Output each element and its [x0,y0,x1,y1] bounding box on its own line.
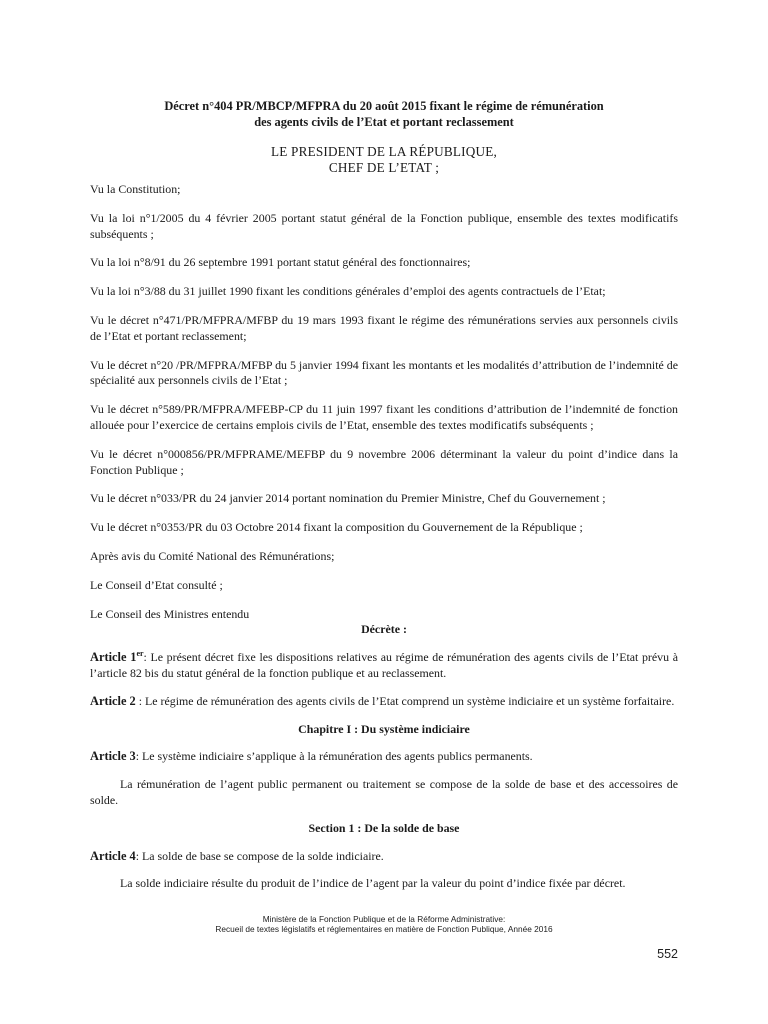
article-3-label: Article 3 [90,749,136,764]
president-heading-line-1: LE PRESIDENT DE LA RÉPUBLIQUE, [271,144,497,159]
article-1-text: : Le présent décret fixe les dispositions relatives au régime de rémunération des agents civils de l’Etat prévu à l’article 82 bis du statut général de la fonction publique et au reclassement. [90,650,678,680]
document-page [90,98,678,892]
footer-line-1: Ministère de la Fonction Publique et de la Réforme Administrative: [262,914,506,924]
visa-7: Vu le décret n°589/PR/MFPRA/MFEBP-CP du 11 juin 1997 fixant les conditions d’attribution de l’indemnité de fonction allouée pour l’exercice de certains emplois civils de l’Etat, ensemble des textes modificatifs subséquents ; [90,402,678,432]
decree-title-line-1: Décret n°404 PR/MBCP/MFPRA du 20 août 2015 fixant le régime de rémunération [164,99,604,113]
article-3-text: : Le système indiciaire s’applique à la rémunération des agents publics permanents. [135,749,533,764]
article-3 [90,749,678,765]
chapter-1-heading: Chapitre I : Du système indiciaire [298,721,470,736]
visa-2: Vu la loi n°1/2005 du 4 février 2005 portant statut général de la Fonction publique, ensemble des textes modificatifs subséquents ; [90,210,678,241]
article-4-label: Article 4 [90,848,136,863]
visa-8: Vu le décret n°000856/PR/MFPRAME/MEFBP du 9 novembre 2006 déterminant la valeur du point d’indice dans la Fonction Publique ; [90,446,678,477]
visa-4: Vu la loi n°3/88 du 31 juillet 1990 fixant les conditions générales d’emploi des agents contractuels de l’Etat; [90,284,606,299]
article-3-paragraph: La rémunération de l’agent public permanent ou traitement se compose de la solde de base et des accessoires de solde. [90,777,678,807]
page-number: 552 [657,947,678,961]
page-footer [90,914,678,934]
article-4 [90,849,678,865]
article-1-label: Article 1er [90,649,144,665]
visa-5: Vu le décret n°471/PR/MFPRA/MFBP du 19 mars 1993 fixant le régime des rémunérations servies aux personnels civils de l’Etat et portant reclassement; [90,312,678,343]
decree-title-line-2: des agents civils de l’Etat et portant reclassement [254,115,514,129]
article-1 [90,650,678,682]
visa-1: Vu la Constitution; [90,182,181,196]
visa-6: Vu le décret n°20 /PR/MFPRA/MFBP du 5 janvier 1994 fixant les montants et les modalités d’attribution de l’indemnité de spécialité aux personnels civils de l’Etat ; [90,357,678,388]
article-2 [90,694,678,710]
article-4-text: : La solde de base se compose de la solde indiciaire. [135,848,384,863]
visa-11: Après avis du Comité National des Rémunérations; [90,548,335,563]
footer-line-2: Recueil de textes législatifs et réglementaires en matière de Fonction Publique, Année 2016 [215,924,553,934]
decrete-heading: Décrète : [361,622,407,637]
section-1-heading: Section 1 : De la solde de base [308,820,460,835]
visa-3: Vu la loi n°8/91 du 26 septembre 1991 portant statut général des fonctionnaires; [90,255,471,270]
visa-9: Vu le décret n°033/PR du 24 janvier 2014 portant nomination du Premier Ministre, Chef du Gouvernement ; [90,491,606,506]
visa-13: Le Conseil des Ministres entendu [90,606,250,621]
visa-10: Vu le décret n°0353/PR du 03 Octobre 2014 fixant la composition du Gouvernement de la République ; [90,520,583,535]
visa-12: Le Conseil d’Etat consulté ; [90,577,223,592]
president-heading-line-2: CHEF DE L’ETAT ; [328,160,440,175]
article-2-label: Article 2 [90,693,136,708]
article-4-paragraph: La solde indiciaire résulte du produit de l’indice de l’agent par la valeur du point d’indice fixée par décret. [120,876,626,891]
article-2-text: : Le régime de rémunération des agents civils de l’Etat comprend un système indiciaire et un système forfaitaire. [135,693,675,708]
